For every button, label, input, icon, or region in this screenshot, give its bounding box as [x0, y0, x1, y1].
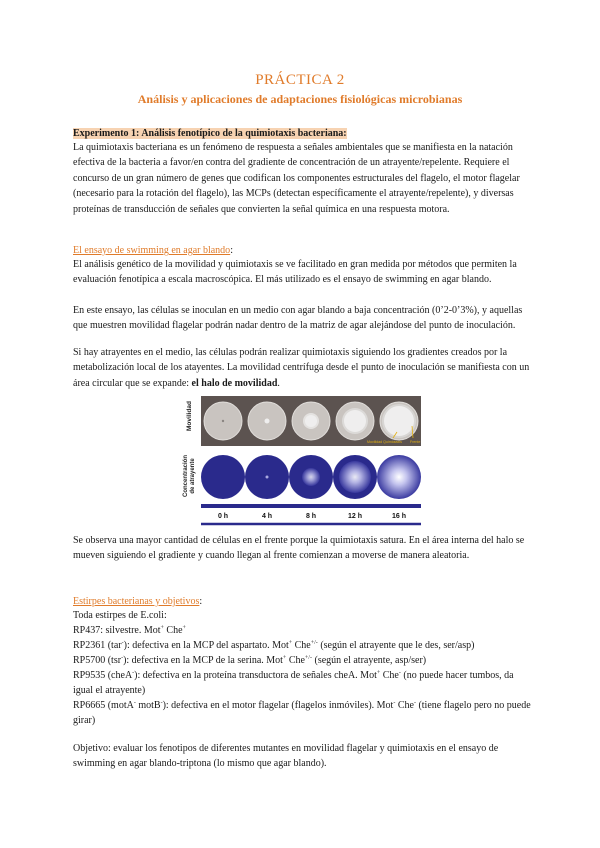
time-label-8h: 8 h — [305, 513, 317, 520]
time-label-0h: 0 h — [217, 513, 229, 520]
strains-intro: Toda estirpes de E.coli: — [73, 610, 167, 621]
swimming-paragraph-2: En este ensayo, las células se inoculan en un medio con agar blando a baja concentración (0’2-0’3%), y aquellas que muestren movilidad flagelar podrán nadar dentro de la matriz de agar alejándose del punto de inoculación. — [73, 305, 523, 332]
swimming-heading-colon: : — [230, 245, 233, 256]
attractant-plate-4h — [245, 455, 289, 499]
row-label-atrayente: de atrayente — [190, 458, 196, 494]
experiment-intro: La quimiotaxis bacteriana es un fenómeno de respuesta a señales ambientales que se manifiesta en la natación efectiva de la bacteria a favor/en contra del gradiente de concentración de un atrayente/repelente. Requiere el concurso de un gran número de genes que codifican los componentes estructurales del flagelo, el motor flagelar (necesario para la rotación del flagelo), las MCPs (detectan específicamente el atrayente/repelente), y diversas proteínas de transducción de señales que convierten la señal química en una respuesta motora. — [73, 142, 520, 215]
strains-heading: Estirpes bacterianas y objetivos — [73, 596, 200, 607]
attractant-plate-12h — [333, 455, 377, 499]
swimming-paragraph-3 — [73, 345, 531, 391]
annotation-front: Frente — [410, 440, 421, 444]
swimming-p3-end: . — [277, 377, 280, 389]
strain-name: RP437 — [73, 625, 101, 636]
row-label-movilidad: Movilidad — [186, 401, 193, 431]
strain-item: RP6665 (motA- motB-): defectiva en el motor flagelar (flagelos inmóviles). Mot- Che- (tiene flagelo pero no puede girar) — [73, 700, 531, 727]
time-label-12h: 12 h — [347, 513, 363, 520]
strain-item: RP9535 (cheA-): defectiva en la proteína transductora de señales cheA. Mot+ Che- (no puede hacer tumbos, da igual el atrayente) — [73, 670, 514, 697]
practice-subtitle: Análisis y aplicaciones de adaptaciones fisiológicas microbianas — [137, 92, 463, 106]
strain-item: RP2361 (tar-): defectiva en la MCP del aspartato. Mot+ Che+/- (según el atrayente que le des, ser/asp) — [73, 640, 475, 651]
motility-plate-8h — [292, 402, 330, 440]
attractant-plate-16h — [377, 455, 421, 499]
swimming-p3-text: Si hay atrayentes en el medio, las células podrán realizar quimiotaxis siguiendo los gradientes creados por la metabolización local de los atayentes. La movilidad centrífuga desde el punto de inoculación se manifiesta con un área circular que se expande: — [73, 347, 530, 389]
experiment-heading: Experimento 1: Análisis fenotípico de la quimiotaxis bacteriana: — [73, 128, 347, 139]
motility-plate-4h — [248, 402, 286, 440]
strain-name: RP6665 (motA — [73, 700, 134, 711]
attractant-plate-8h — [289, 455, 333, 499]
strains-heading-colon: : — [199, 596, 203, 607]
strain-name: RP2361 (tar — [73, 640, 122, 651]
swimming-heading: El ensayo de swimming en agar blando — [73, 245, 231, 256]
motility-plate-0h — [204, 402, 242, 440]
swimming-paragraph-1: El análisis genético de la movilidad y quimiotaxis se ve facilitado en gran medida por métodos que permiten la evaluación fenotípica a escala macroscópica. El más utilizado es el ensayo de swimming en agar blando. — [73, 259, 517, 286]
attractant-plate-0h — [201, 452, 245, 504]
time-label-16h: 16 h — [391, 513, 407, 520]
time-label-4h: 4 h — [261, 513, 273, 520]
strain-item: RP5700 (tsr-): defectiva en la MCP de la serina. Mot+ Che+/- (según el atrayente, asp/ser) — [73, 655, 427, 666]
strain-name: RP5700 (tsr — [73, 655, 122, 666]
strain-item: RP437: silvestre. Mot+ Che+ — [73, 625, 186, 636]
halo-term: el halo de movilidad — [191, 377, 278, 389]
motility-plate-12h — [336, 402, 374, 440]
swimming-assay-figure — [181, 392, 421, 528]
figure-explanation: Se observa una mayor cantidad de células en el frente porque la quimiotaxis satura. En el área interna del halo se mueven siguiendo el gradiente y cuando llegan al frente comienzan a moverse de manera aleatoria. — [73, 535, 525, 562]
row-label-concentracion: Concentración — [183, 454, 189, 498]
annotation-label: Movilidad Quimiotaxis — [367, 440, 402, 444]
strain-name: RP9535 (cheA — [73, 670, 133, 681]
practice-title: PRÁCTICA 2 — [255, 72, 345, 88]
time-axis-bar — [201, 504, 421, 508]
objective-paragraph: Objetivo: evaluar los fenotipos de diferentes mutantes en movilidad flagelar y quimiotaxis en el ensayo de swimming en agar blando-triptona (lo mismo que agar blando). — [73, 743, 499, 770]
